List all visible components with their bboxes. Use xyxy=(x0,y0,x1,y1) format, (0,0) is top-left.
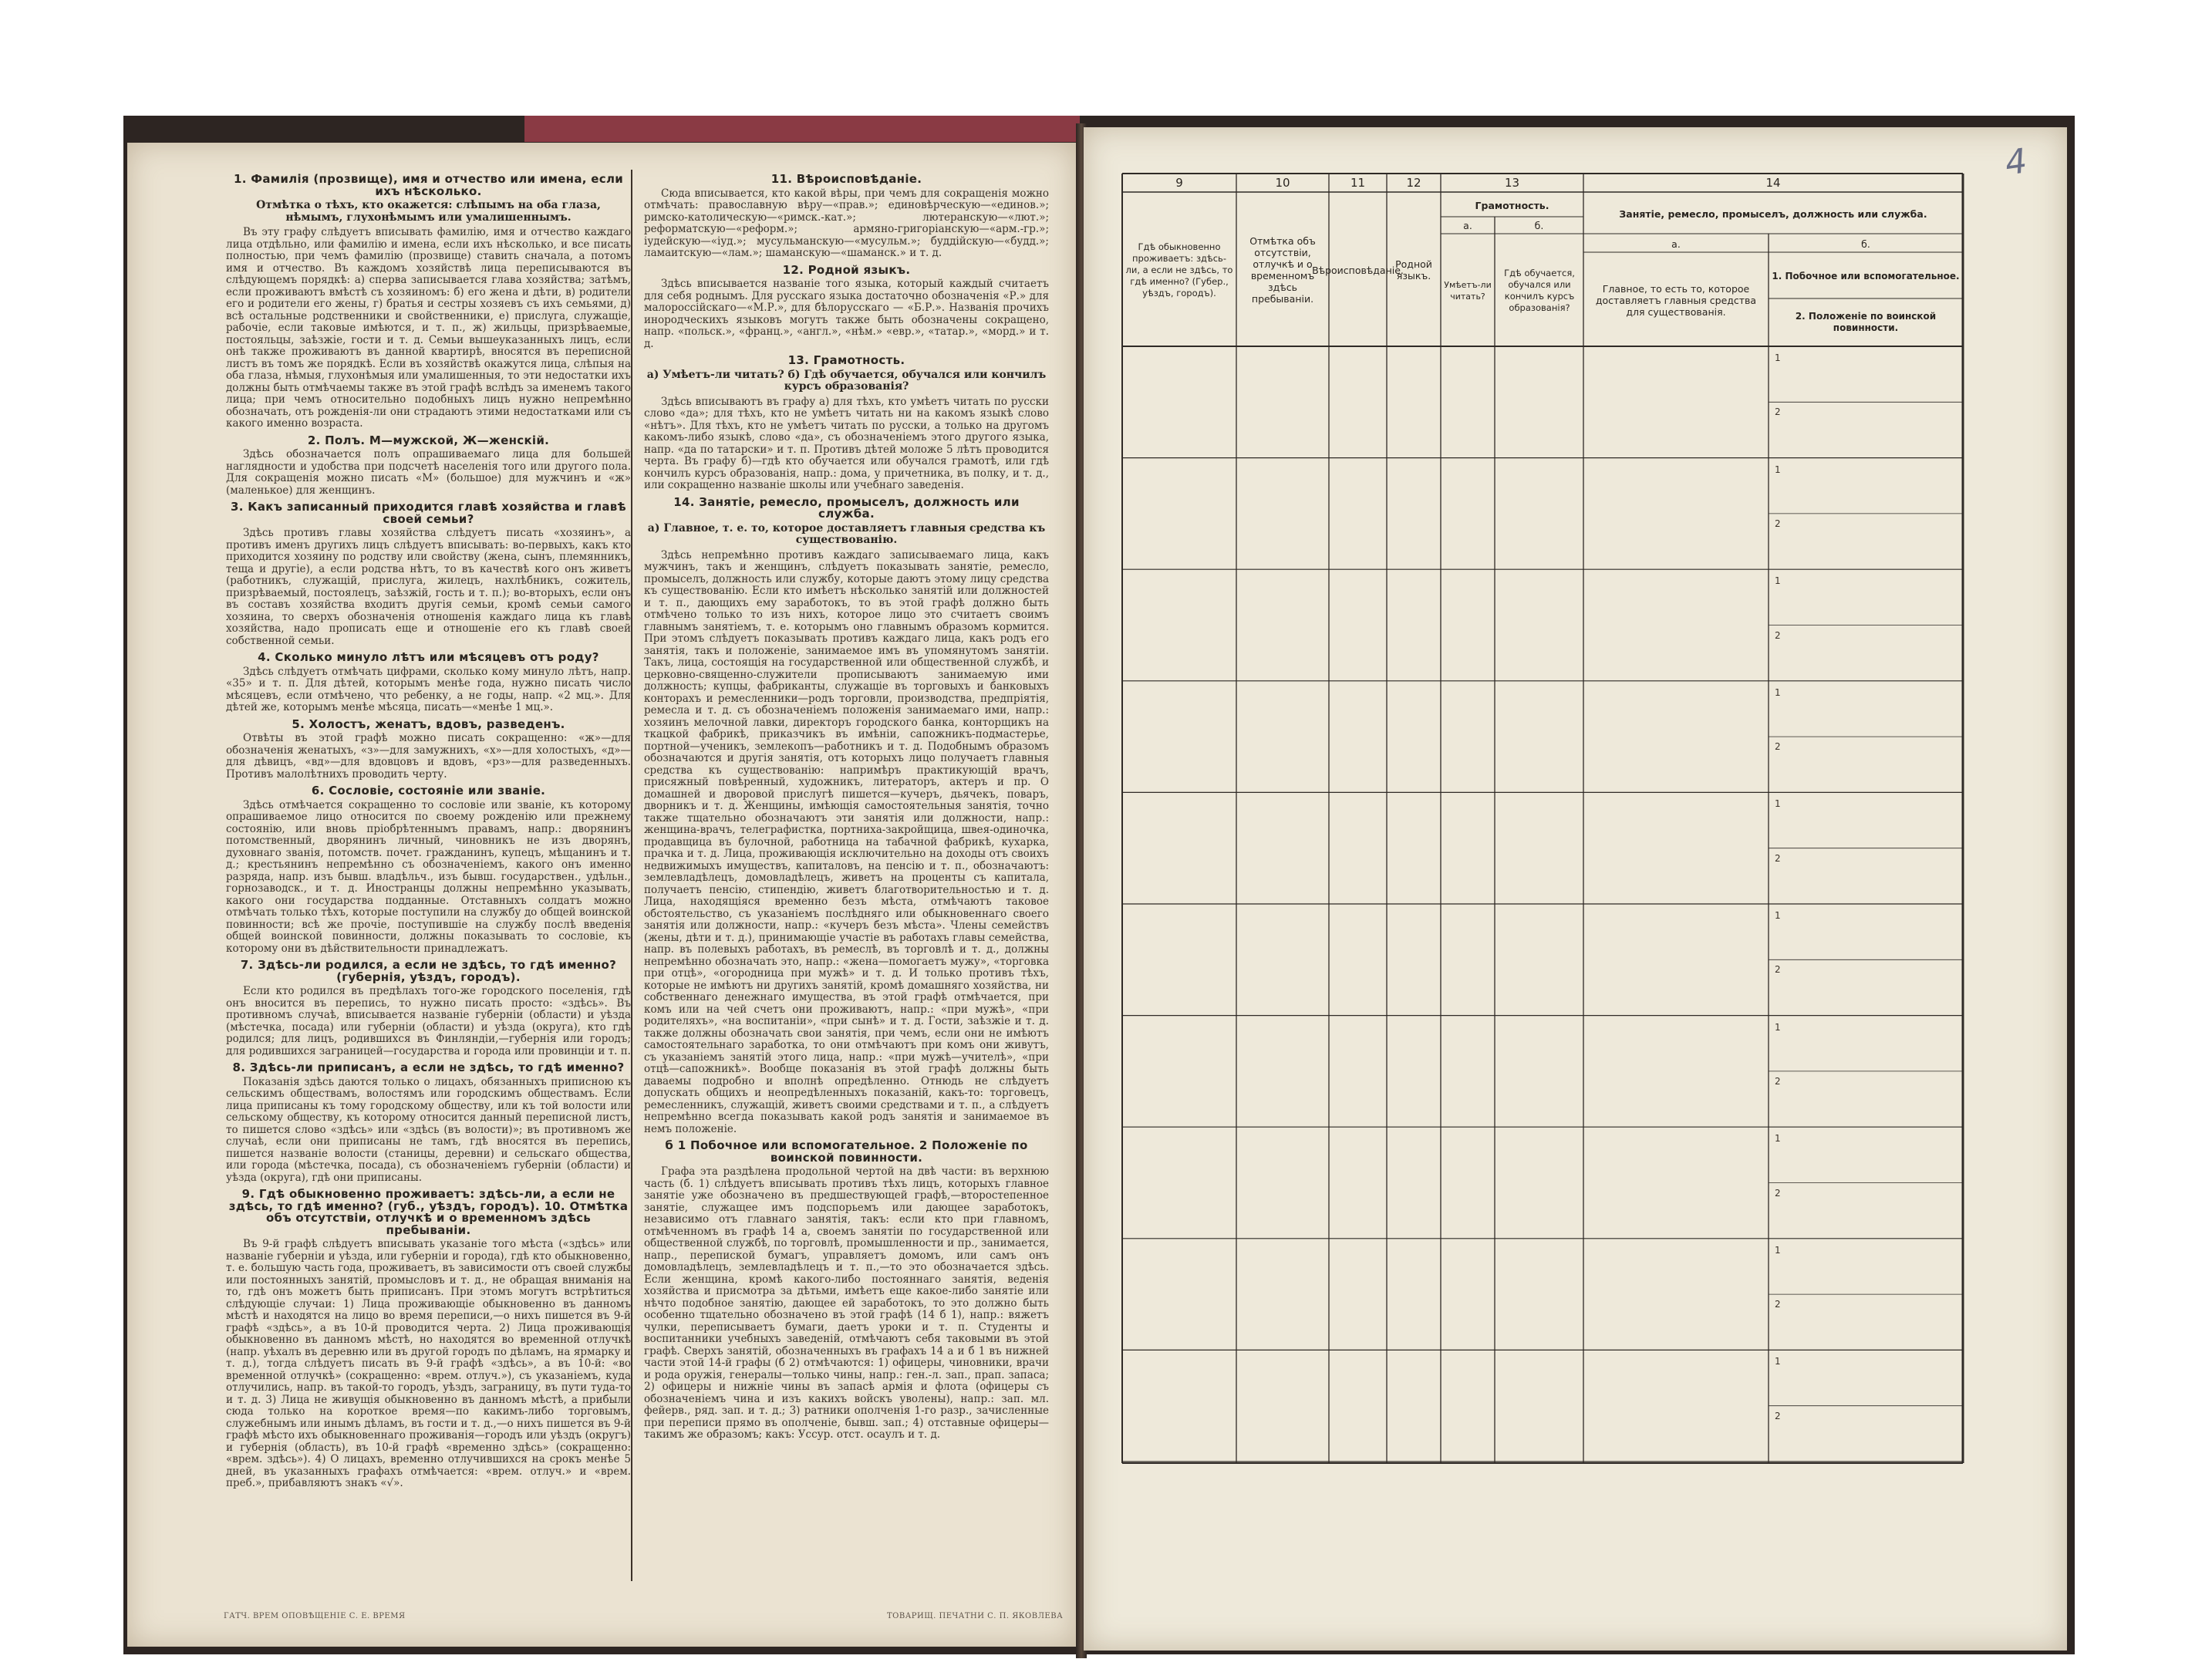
section-heading: 2. Полъ. М—мужской, Ж—женскій. xyxy=(307,433,550,447)
instruction-section xyxy=(226,174,631,430)
col-14-number: 14 xyxy=(1765,175,1781,190)
col-9-header: Гдѣ обыкновенно проживаетъ: здѣсь-ли, а если не здѣсь, то гдѣ именно? (Губер., уѣздъ, городъ). xyxy=(1125,241,1233,298)
section-subheading: Отмѣтка о тѣхъ, кто окажется: слѣпымъ на оба глаза, нѣмымъ, глухонѣмымъ или умалишеннымъ. xyxy=(256,199,601,224)
col-12-number: 12 xyxy=(1406,175,1421,190)
instructions-column-1 xyxy=(226,174,631,1495)
row-part-marker: 2 xyxy=(1775,1410,1781,1421)
row-part-marker: 1 xyxy=(1775,1356,1781,1367)
col-13a-header: Умѣетъ-ли читать? xyxy=(1444,280,1492,302)
printer-imprint-left: ГАТЧ. ВРЕМ ОПОВѢЩЕНІЕ С. Е. ВРЕМЯ xyxy=(224,1612,406,1620)
row-part-marker: 2 xyxy=(1775,406,1781,418)
section-heading: 6. Сословіе, состояніе или званіе. xyxy=(311,784,546,797)
col-13-header: Грамотность. xyxy=(1475,199,1549,211)
row-part-marker: 2 xyxy=(1775,964,1781,976)
section-text: Здѣсь вписываютъ въ графу а) для тѣхъ, кто умѣетъ читать по русски слово «да»; для тѣхъ, кто не умѣетъ читать ни на какомъ языкѣ слово «нѣтъ». Для тѣхъ, кто не умѣетъ читать по русски, а только на другомъ какомъ-либо языкѣ, слово «да», съ обозначеніемъ этого другого языка, напр. «да по татарски» и т. п. Противъ дѣтей моложе 5 лѣтъ проводится черта. Въ графу б)—гдѣ кто обучается или обучался грамотѣ, или гдѣ кончилъ курсъ образованія, напр.: дома, у причетника, въ полку, и т. д., или сокращенно названіе школы или учебнаго заведенія. xyxy=(644,395,1049,491)
section-heading: 11. Вѣроисповѣданіе. xyxy=(770,172,922,186)
section-text: Сюда вписывается, кто какой вѣры, при чемъ для сокращенія можно отмѣчать: православную вѣру—«прав.»; единовѣрческую—«единов.»; римско-католическую—«римск.-кат.»; лютеранскую—«лют.»; реформатскую—«реформ.»; армяно-григоріанскую—«арм.-гр.»; іудейскую—«іуд.»; мусульманскую—«мусульм.»; буддійскую—«будд.»; ламаитскую—«лам.»; шаманскую—«шаманск.» и т. д. xyxy=(644,187,1049,259)
instruction-section xyxy=(644,174,1049,260)
book-spine-cloth xyxy=(524,116,1080,142)
instruction-section xyxy=(226,719,631,781)
census-form-table xyxy=(1122,174,1963,1463)
section-text: Графа эта раздѣлена продольной чертой на двѣ части: въ верхнюю часть (б. 1) слѣдуетъ вписывать противъ тѣхъ лицъ, которыхъ главное занятіе уже обозначено въ предшествующей графѣ,—второстепенное занятіе, служащее имъ подспорьемъ или дающее заработокъ, независимо отъ главнаго занятія, такъ: если кто при главномъ, отмѣченномъ въ графѣ 14 а, своемъ занятіи по государственной или общественной службѣ, по торговлѣ, промышленности и пр., занимается, напр., перепиской бумагъ, управляетъ домомъ, или самъ онъ домовладѣлецъ, землевладѣлецъ и т. п.,—то это обозначается здѣсь. Если женщина, кромѣ какого-либо постояннаго занятія, веденія хозяйства и присмотра за дѣтьми, имѣетъ еще какое-либо занятіе или нѣчто подобное занятію, дающее ей заработокъ, то это должно быть особенно тщательно обозначено въ этой графѣ (14 б 1), напр.: вяжетъ чулки, переписываетъ бумаги, даетъ уроки и т. п. Студенты и воспитанники учебныхъ заведеній, отмѣчаютъ себя таковыми въ этой графѣ. Сверхъ занятій, обозначенныхъ въ графахъ 14 а и б 1 въ нижней части этой 14-й графы (б 2) отмѣчаются: 1) офицеры, чиновники, врачи и рода оружія, генералы—только чины, напр.: ген.-л. зап., прап. запаса; 2) офицеры и нижніе чины въ запасѣ армія и флота (офицеры съ обозначеніемъ чина и изъ какихъ войскъ уволены), напр.: зап. мл. фейерв., ряд. зап. и т. д.; 3) ратники ополченія 1-го разр., зачисленные при переписи прямо въ ополченіе, бывш. зап.; 4) отставные офицеры—такимъ же образомъ; какъ: Уссур. отст. осаулъ и т. д. xyxy=(644,1165,1049,1441)
col-13a-label: а. xyxy=(1463,219,1472,231)
col-9-number: 9 xyxy=(1175,175,1183,190)
section-heading: б 1 Побочное или вспомогательное. 2 Положеніе по воинской повинности. xyxy=(665,1138,1028,1165)
row-part-marker: 1 xyxy=(1775,686,1781,698)
row-part-marker: 1 xyxy=(1775,910,1781,921)
col-14b2-header: 2. Положеніе по воинской повинности. xyxy=(1795,311,1937,333)
col-13b-header: Гдѣ обучается, обучался или кончилъ курсъ образованія? xyxy=(1504,268,1575,313)
row-part-marker: 2 xyxy=(1775,1299,1781,1310)
instruction-section xyxy=(226,652,631,714)
row-part-marker: 2 xyxy=(1775,852,1781,864)
instruction-section xyxy=(226,1189,631,1490)
row-part-marker: 1 xyxy=(1775,1021,1781,1033)
section-subheading: а) Умѣетъ-ли читать? б) Гдѣ обучается, обучался или кончилъ курсъ образованія? xyxy=(646,368,1047,393)
instruction-section xyxy=(226,959,631,1057)
section-heading: 7. Здѣсь-ли родился, а если не здѣсь, то гдѣ именно? (губернія, уѣздъ, городъ). xyxy=(240,958,617,984)
column-divider xyxy=(631,170,632,1581)
row-part-marker: 2 xyxy=(1775,741,1781,753)
instructions-column-2 xyxy=(644,174,1049,1446)
instruction-section xyxy=(226,1062,631,1184)
section-heading: 9. Гдѣ обыкновенно проживаетъ: здѣсь-ли, а если не здѣсь, то гдѣ именно? (губ., уѣздъ, городъ). 10. Отмѣтка объ отсутствіи, отлучкѣ и о временномъ здѣсь пребываніи. xyxy=(228,1187,629,1237)
instruction-section xyxy=(644,355,1049,492)
row-part-marker: 1 xyxy=(1775,575,1781,587)
section-text: Здѣсь непремѣнно противъ каждаго записываемаго лица, какъ мужчинъ, такъ и женщинъ, слѣдуетъ показывать занятіе, ремесло, промыселъ, должность или службу, которые даютъ этому лицу средства къ существованію. Если кто имѣетъ нѣсколько занятій или должностей и т. п., дающихъ ему заработокъ, то въ этой графѣ должно быть отмѣчено только то изъ нихъ, которое лицо это считаетъ своимъ главнымъ занятіемъ, т. е. которымъ оно главнымъ образомъ кормится. При этомъ слѣдуетъ показывать противъ каждаго лица, какъ родъ его занятія, такъ и положеніе, занимаемое имъ въ упомянутомъ занятіи. Такъ, лица, состоящія на государственной или общественной службѣ, и церковно-священно-служители прописываютъ занимаемую ими должность; купцы, фабриканты, служащіе въ торговыхъ и банковыхъ конторахъ и ремесленники—родъ торговли, производства, предпріятія, ремесла и т. д. съ обозначеніемъ положенія занимаемаго ими, напр.: хозяинъ мелочной лавки, директоръ городского банка, конторщикъ на ткацкой фабрикѣ, приказчикъ въ имѣніи, сапожникъ-подмастерье, портной—ученикъ, землекопъ—работникъ и т. д. Подобнымъ образомъ обозначаются и другія занятія, отъ которыхъ лицо получаетъ главныя средства къ существованію: напримѣръ практикующій врачъ, присяжный повѣренный, художникъ, литераторъ, актеръ и пр. О домашней и дворовой прислугѣ пишется—кучеръ, дьячекъ, поваръ, дворникъ и т. д. Женщины, имѣющія самостоятельныя занятія, точно также тщательно обозначаютъ эти занятія или должности, напр.: женщина-врачъ, телеграфистка, портниха-закройщица, швея-одиночка, продавщица въ булочной, работница на табачной фабрикѣ, кухарка, прачка и т. д. Лица, проживающія исключительно на доходы отъ своихъ недвижимыхъ имуществъ, капиталовъ, на пенсію и т. п., обозначаютъ: землевладѣлецъ, домовладѣлецъ, живетъ на проценты съ капитала, получаетъ пенсію, стипендію, живетъ благотворительностью и т. д. Лица, находящіяся временно безъ мѣста, отмѣчаютъ таковое обстоятельство, съ указаніемъ послѣдняго или обыкновеннаго своего занятія или должности, напр.: «кучеръ безъ мѣста». Члены семействъ (жены, дѣти и т. д.), принимающіе участіе въ работахъ главы семейства, напр. въ полевыхъ работахъ, въ ремеслѣ, въ торговлѣ и т. д., должны непремѣнно обозначать это, напр.: «жена—помогаетъ мужу», «торговка при отцѣ», «огородница при мужѣ» и т. д. И только противъ тѣхъ, которые не имѣютъ ни другихъ занятій, кромѣ домашняго хозяйства, ни собственнаго денежнаго имущества, въ этой графѣ отмѣчается, при комъ или на чей счетъ они проживаютъ, напр.: «при мужѣ», «при родителяхъ», «на воспитаніи», «при сынѣ» и т. д. Гости, заѣзжіе и т. д. также должны обозначать свои занятія, при чемъ, если они не имѣютъ самостоятельнаго заработка, то они отмѣчаютъ при комъ они живутъ, съ указаніемъ занятій этого лица, напр.: «при мужѣ—учителѣ», «при отцѣ—сапожникѣ». Вообще показанія въ этой графѣ должны быть даваемы подробно и вполнѣ опредѣленно. Отнюдь не слѣдуетъ допускать общихъ и неопредѣленныхъ показаній, какъ-то: торговецъ, ремесленникъ, служащій, живетъ своими средствами и т. п., а слѣдуетъ непремѣнно всегда показывать какой родъ занятія и занимаемое въ немъ положеніе. xyxy=(644,548,1049,1135)
handwritten-page-number: 4 xyxy=(2002,141,2030,184)
col-12-header: Родной языкъ. xyxy=(1395,258,1432,282)
section-heading: 4. Сколько минуло лѣтъ или мѣсяцевъ отъ роду? xyxy=(258,650,599,664)
row-part-marker: 1 xyxy=(1775,798,1781,810)
section-heading: 3. Какъ записанный приходится главѣ хозяйства и главѣ своей семьи? xyxy=(231,500,626,526)
section-text: Здѣсь слѣдуетъ отмѣчать цифрами, сколько кому минуло лѣтъ, напр. «35» и т. п. Для дѣтей, которымъ менѣе года, нужно писать число мѣсяцевъ, если отмѣчено, что ребенку, а не годы, напр. «2 мц.». Для дѣтей же, которымъ менѣе мѣсяца, писать—«менѣе 1 мц.». xyxy=(226,665,631,713)
section-heading: 5. Холостъ, женатъ, вдовъ, разведенъ. xyxy=(292,717,565,731)
row-part-marker: 1 xyxy=(1775,1133,1781,1145)
section-heading: 14. Занятіе, ремесло, промыселъ, должность или служба. xyxy=(673,494,1020,521)
section-heading: 8. Здѣсь-ли приписанъ, а если не здѣсь, то гдѣ именно? xyxy=(232,1060,625,1074)
instruction-section xyxy=(226,501,631,647)
section-text: Здѣсь вписывается названіе того языка, который каждый считаетъ для себя роднымъ. Для русскаго языка достаточно обозначенія «Р.» для малороссійскаго—«М.Р.», для бѣлорусскаго — «Б.Р.». Названія прочихъ инородческихъ языковъ могутъ также быть обозначены сокращено, напр. «польск.», «франц.», «англ.», «нѣм.» «евр.», «татар.», «морд.» и т. д. xyxy=(644,278,1049,350)
col-14a-header: Главное, то есть то, которое доставляетъ главныя средства для существованія. xyxy=(1595,282,1757,318)
instruction-section xyxy=(644,262,1049,351)
section-text: Въ 9-й графѣ слѣдуетъ вписывать указаніе того мѣста («здѣсь» или названіе губерніи и уѣзда, или губерніи и города), гдѣ кто обыкновенно, т. е. большую часть года, проживаетъ, въ зависимости отъ своей службы или постоянныхъ занятій, промысловъ и т. д., не обращая вниманія на то, гдѣ онъ можетъ быть приписанъ. При этомъ могутъ встрѣтиться слѣдующіе случаи: 1) Лица проживающіе обыкновенно въ данномъ мѣстѣ и находятся на лицо во время переписи,—о нихъ пишется въ 9-й графѣ «здѣсь», а въ 10-й проводится черта. 2) Лица проживающія обыкновенно въ данномъ мѣстѣ, но находятся во временной отлучкѣ (напр. уѣхалъ въ деревню или въ другой городъ по дѣламъ, на ярмарку и т. д.), тогда слѣдуетъ писать въ 9-й графѣ «здѣсь», а въ 10-й: «во временной отлучкѣ» (сокращенно: «врем. отлуч.»), съ указаніемъ, куда отлучились, напр. въ такой-то городъ, уѣздъ, заграницу, въ пути туда-то и т. д. 3) Лица не живущія обыкновенно въ данномъ мѣстѣ, а прибыли сюда только на короткое время—по какимъ-либо торговымъ, служебнымъ или инымъ дѣламъ, въ гости и т. д.,—о нихъ пишется въ 9-й графѣ мѣсто ихъ обыкновеннаго проживанія—городъ или уѣздъ (округъ) и губернія (область), въ 10-й графѣ «временно здѣсь» (сокращенно: «врем. здѣсь»). 4) О лицахъ, временно отлучившихся на срокъ менѣе 5 дней, въ указанныхъ графахъ отмѣчается: «врем. отлуч.» и «врем. преб.», прибавляютъ знакъ «√». xyxy=(226,1238,632,1489)
instruction-section xyxy=(644,1140,1049,1442)
row-part-marker: 2 xyxy=(1775,1187,1781,1199)
row-part-marker: 1 xyxy=(1775,1244,1781,1256)
col-14b1-header: 1. Побочное или вспомогательное. xyxy=(1772,270,1960,282)
col-10-header: Отмѣтка объ отсутствіи, отлучкѣ и о временномъ здѣсь пребываніи. xyxy=(1249,235,1316,305)
section-text: Если кто родился въ предѣлахъ того-же городского поселенія, гдѣ онъ вносится въ перепись, то нужно писать просто: «здѣсь». Въ противномъ случаѣ, вписывается названіе губерніи (области) и уѣзда (мѣстечка, посада) или губерніи (области) и уѣзда (округа), кто гдѣ родился; для лицъ, родившихся въ Финляндіи,—губернія или городъ; для родившихся заграницей—государства и города или провинціи и т. п. xyxy=(226,985,631,1057)
col-14-header: Занятіе, ремесло, промыселъ, должность или служба. xyxy=(1619,207,1927,220)
col-14b-label: б. xyxy=(1861,238,1870,250)
col-10-number: 10 xyxy=(1275,175,1290,190)
instruction-section xyxy=(226,785,631,955)
section-text: Въ эту графу слѣдуетъ вписывать фамилію, имя и отчество каждаго лица отдѣльно, или фамилію и имена, если ихъ нѣсколько, и все писать полностью, при чемъ фамилію (прозвище) ставить сначала, а потомъ имя и отчество. Въ каждомъ хозяйствѣ лица переписываются въ слѣдующемъ порядкѣ: а) сперва записывается глава хозяйства; затѣмъ, если проживаютъ вмѣстѣ съ хозяиномъ: б) его жена и дѣти, в) родители его и родители его жены, г) братья и сестры хозяевъ съ ихъ семьями, д) всѣ остальные родственники и свойственники, е) прислуга, служащіе, рабочіе, если таковые имѣются, и т. п., ж) жильцы, призрѣваемые, постояльцы, заѣзжіе, гости и т. д. Семьи вышеуказанныхъ лицъ, если онѣ также проживаютъ въ данной квартирѣ, вносятся въ переписной листъ въ томъ же порядкѣ. Если въ хозяйствѣ окажутся лица, слѣпыя на оба глаза, нѣмыя, глухонѣмыя или умалишенныя, то эти недостатки ихъ должны быть отмѣчаемы также въ этой графѣ вслѣдъ за именемъ такого лица; при чемъ относительно подобныхъ лицъ нужно непремѣнно обозначать, отъ рожденія-ли они страдаютъ этими недостатками или съ какого именно возраста. xyxy=(226,226,631,430)
form-grid-lines xyxy=(1122,174,1963,1463)
section-heading: 13. Грамотность. xyxy=(787,353,905,367)
section-heading: 1. Фамилія (прозвище), имя и отчество или имена, если ихъ нѣсколько. xyxy=(233,172,624,198)
instruction-section xyxy=(644,494,1049,1136)
section-subheading: а) Главное, т. е. то, которое доставляетъ главныя средства къ существованію. xyxy=(647,521,1046,546)
row-part-marker: 2 xyxy=(1775,518,1781,529)
row-part-marker: 1 xyxy=(1775,352,1781,363)
col-11-header: Вѣроисповѣданіе. xyxy=(1312,264,1404,276)
section-text: Здѣсь обозначается полъ опрашиваемаго лица для большей наглядности и удобства при подсчетѣ населенія того или другого пола. Для сокращенія можно писать «М» (большое) для мужчинъ и «ж» (маленькое) для женщинъ. xyxy=(226,448,631,497)
col-13b-label: б. xyxy=(1534,219,1544,231)
col-14a-label: а. xyxy=(1671,238,1681,250)
section-heading: 12. Родной языкъ. xyxy=(782,262,911,277)
printer-imprint: ТОВАРИЩ. ПЕЧАТНИ С. П. ЯКОВЛЕВА xyxy=(887,1612,1064,1620)
row-part-marker: 1 xyxy=(1775,464,1781,475)
row-part-marker: 2 xyxy=(1775,1075,1781,1087)
instruction-section xyxy=(226,435,631,497)
row-part-marker: 2 xyxy=(1775,629,1781,641)
section-text: Показанія здѣсь даются только о лицахъ, обязанныхъ приписною къ сельскимъ обществамъ, волостямъ или городскимъ обществамъ. Если лица приписаны къ тому городскому обществу, или къ той волости или сельскому обществу, къ которому относится данный переписной листъ, то пишется слово «здѣсь» или «здѣсь (въ волости)»; въ противномъ же случаѣ, если они приписаны не тамъ, гдѣ вносятся въ перепись, пишется названіе волости (станицы, деревни) и сельскаго общества, или города (мѣстечка, посада), съ обозначеніемъ губерніи (области) и уѣзда (округа), гдѣ они приписаны. xyxy=(226,1075,631,1184)
section-text: Здѣсь отмѣчается сокращенно то сословіе или званіе, къ которому опрашиваемое лицо относится по своему рожденію или прежнему состоянію, или вновь пріобрѣтеннымъ правамъ, напр.: дворянинъ потомственный, дворянинъ личный, чиновникъ не изъ дворянъ, духовнаго званія, потомств. почет. гражданинъ, купецъ, мѣщанинъ и т. д.; крестьянинъ непремѣнно съ обозначеніемъ, какого онъ именно разряда, напр. изъ бывш. владѣльч., изъ бывш. государствен., удѣльн., горнозаводск., и т. д. Иностранцы должны непремѣнно указывать, какого они государства подданные. Отставныхъ солдатъ можно отмѣчать только тѣхъ, которые поступили на службу до общей воинской повинности; всѣ же прочіе, поступившіе на службу послѣ введенія общей воинской повинности, должны показывать то сословіе, къ которому они въ дѣйствительности принадлежатъ. xyxy=(226,798,631,955)
col-11-number: 11 xyxy=(1350,175,1366,190)
col-13-number: 13 xyxy=(1504,175,1520,190)
section-text: Отвѣты въ этой графѣ можно писать сокращенно: «ж»—для обозначенія женатыхъ, «з»—для замужнихъ, «х»—для холостыхъ, «д»—для дѣвицъ, «вд»—для вдовцовъ и вдовъ, «рз»—для разведенныхъ. Противъ малолѣтнихъ проводить черту. xyxy=(226,732,631,781)
section-text: Здѣсь противъ главы хозяйства слѣдуетъ писать «хозяинъ», а противъ именъ другихъ лицъ слѣдуетъ вписывать: во-первыхъ, какъ кто приходится хозяину по родству или свойству (жена, сынъ, племянникъ, теща и другіе), а если родства нѣтъ, то въ качествѣ кого онъ живетъ (работникъ, служащій, прислуга, жилецъ, нахлѣбникъ, сожитель, призрѣваемый, постоялецъ, заѣзжій, гость и т. п.); во-вторыхъ, если онъ въ составъ хозяйства входитъ другія семьи, кромѣ семьи самого хозяина, то сверхъ обозначенія отношенія каждаго лица къ главѣ хозяйства, надо прописать еще и отношеніе его къ главѣ своей собственной семьи. xyxy=(226,527,631,647)
